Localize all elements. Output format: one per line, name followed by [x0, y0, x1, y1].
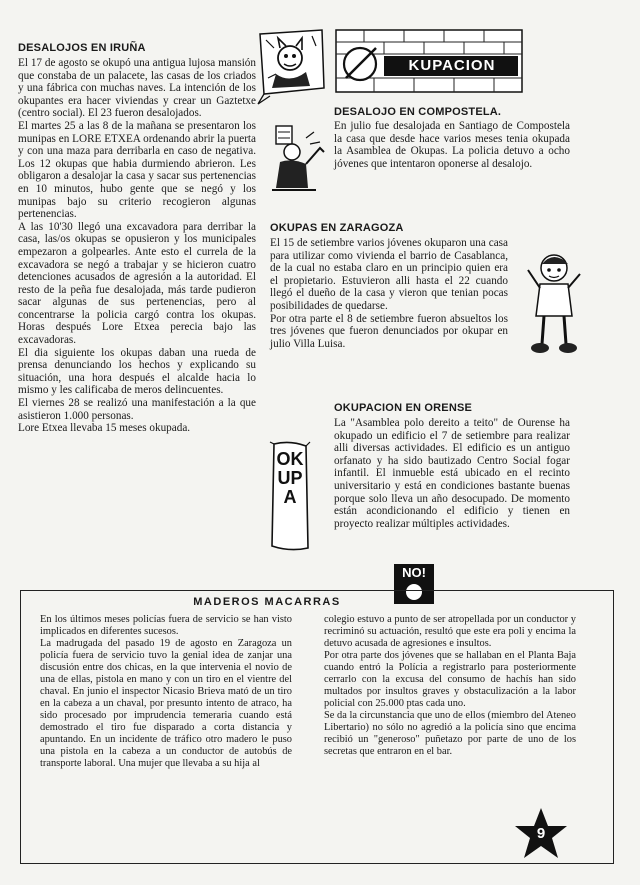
article-orense — [334, 402, 570, 530]
okupacion-logo-text: KUPACION — [408, 57, 496, 74]
article-orense-paragraph: La "Asamblea polo dereito a teito" de Ourense ha okupado un edificio el 7 de setiembre para realizar alli diversas actividades. El edificio es un antiguo orfanato y ha sido bautizado Centro Social fogar infantil. El inmueble está ubicado en el recinto universitario y está en condiciones bastante buenas porque solo lleva un año desocupado. De momento están acondicionando el edificio y tienen en proyecto realizar múltiples actividades. — [334, 417, 570, 530]
maderos-paragraph: colegio estuvo a punto de ser atropellada por un conductor y recriminó su actuación, resultó que este era poli y encima la detuvo acusada de agresiones e insultos. — [324, 614, 576, 649]
maderos-left-column — [40, 614, 292, 770]
article-compostela-title: DESALOJO EN COMPOSTELA. — [334, 106, 502, 118]
no-stamp-text: NO! — [402, 565, 426, 580]
article-orense-title: OKUPACION EN ORENSE — [334, 402, 473, 414]
article-zaragoza-paragraph: Por otra parte el 8 de setiembre fueron absueltos los tres jóvenes que fueron denunciados por okupar en julio Villa Luisa. — [270, 312, 508, 350]
article-iruna-title: DESALOJOS EN IRUÑA — [18, 42, 146, 54]
article-iruna-paragraph: El viernes 28 se realizó una manifestación a la que asistieron 1.000 personas. — [18, 397, 256, 422]
maderos-paragraph: La madrugada del pasado 19 de agosto en Zaragoza un policía fuera de servicio tuvo la genial idea de zanjar una discusión entre dos chicas, en la que intervenia el novio de una de ellas, pistola en mano y con un tiro en el vientre del chaval. En junio el inspector Nicasio Brieva mató de un tiro en la cabeza a un chaval, por presunto intento de atraco, ha sido procesado por imprudencia temeraria cuando está demostrado el tiro fue disparado a corta distancia y apuntando. En un incidente de tráfico otro madero le puso una pistola en la cabeza a un conductor de autobús de transporte laboral. Una mujer que llevaba a su hija al — [40, 638, 292, 769]
page-number-star — [513, 806, 569, 862]
okupa-banner-text: OKUPA — [276, 449, 304, 507]
article-iruna — [18, 42, 256, 435]
article-zaragoza — [270, 222, 508, 350]
protester-illustration — [262, 118, 328, 198]
article-iruna-paragraph: El 17 de agosto se okupó una antigua lujosa mansión que constaba de un palacete, las casas de los criados y una fábrica con muchas naves. La intención de los okupantes era hacer viviendas y crear un Gaztetxe (centro social). El 23 fueron desalojados. — [18, 57, 256, 120]
article-iruna-paragraph: Lore Etxea llevaba 15 meses okupada. — [18, 422, 191, 435]
okupacion-logo — [334, 28, 524, 94]
article-iruna-paragraph: A las 10'30 llegó una excavadora para derribar la casa, las/os okupas se opusieron y los municipales empezaron a golpearles. Ante esto el currela de la excavadora se negó a trabajar y se hicieron cuatro detenciones acusados de agresión a la autoridad. El resto de la peña fue desalojada, más tarde pudieron sacar algunas de sus pertenencias, pero al concentrarse la policia cargó contra los okupas. Horas después Lore Etxea perecia bajo las excavadoras. — [18, 220, 256, 347]
article-iruna-paragraph: El martes 25 a las 8 de la mañana se presentaron los munipas en LORE ETXEA ordenando abrir la puerta y con una maza para derribarla en caso de negativa. Los 12 okupas que habia durmiendo abrieron. Les obligaron a desalojar la casa y sacar sus pertenencias en 10 minutos, hubo gente que se negó y los munipas bajo su criterio recogieron algunas pertenencias. — [18, 119, 256, 221]
maderos-paragraph: Se da la circunstancia que uno de ellos (miembro del Ateneo Libertario) no sólo no agredió a la policía sino que encima recibió un "generoso" puñetazo por parte de uno de los secretas que entraron en el bar. — [324, 710, 576, 757]
article-zaragoza-paragraph: El 15 de setiembre varios jóvenes okuparon una casa para utilizar como vivienda el barrio de Casablanca, de la cual no estaba claro en un principio quien era el propietario. Estuvieron alli hasta el 22 cuando llegó el dueño de la casa y vieron que tenian pocas posibilidades de quedarse. — [270, 237, 508, 312]
maderos-right-column — [324, 614, 576, 758]
maderos-paragraph: Por otra parte dos jóvenes que se hallaban en el Planta Baja cuando entró la Polícia a registrarlo para posteriormente cerrarlo con la excusa del consumo de hachís han sido multados por insultos graves y obstaculización a la labor policial con 25.000 ptas cada uno. — [324, 650, 576, 709]
article-compostela-paragraph: En julio fue desalojada en Santiago de Compostela la casa que desde hace varios meses tenia okupada la Asamblea de Okupas. La policia detuvo a ocho jóvenes que intentaron oponerse al desalojo. — [334, 120, 570, 170]
maderos-paragraph: En los últimos meses policías fuera de servicio se han visto implicados en diferentes sucesos. — [40, 614, 292, 637]
article-iruna-paragraph: El dia siguiente los okupas daban una rueda de prensa denunciando los hechos y explicando su situación, una hora después el alcalde hacia lo mismo y les calificaba de meros delincuentes. — [18, 346, 256, 397]
article-compostela — [334, 106, 570, 170]
page-number: 9 — [536, 825, 546, 842]
article-zaragoza-title: OKUPAS EN ZARAGOZA — [270, 222, 404, 234]
maderos-title: MADEROS MACARRAS — [193, 596, 341, 608]
kid-illustration — [524, 250, 586, 358]
okupa-banner-illustration — [268, 440, 312, 554]
cat-banner-illustration — [256, 28, 328, 106]
